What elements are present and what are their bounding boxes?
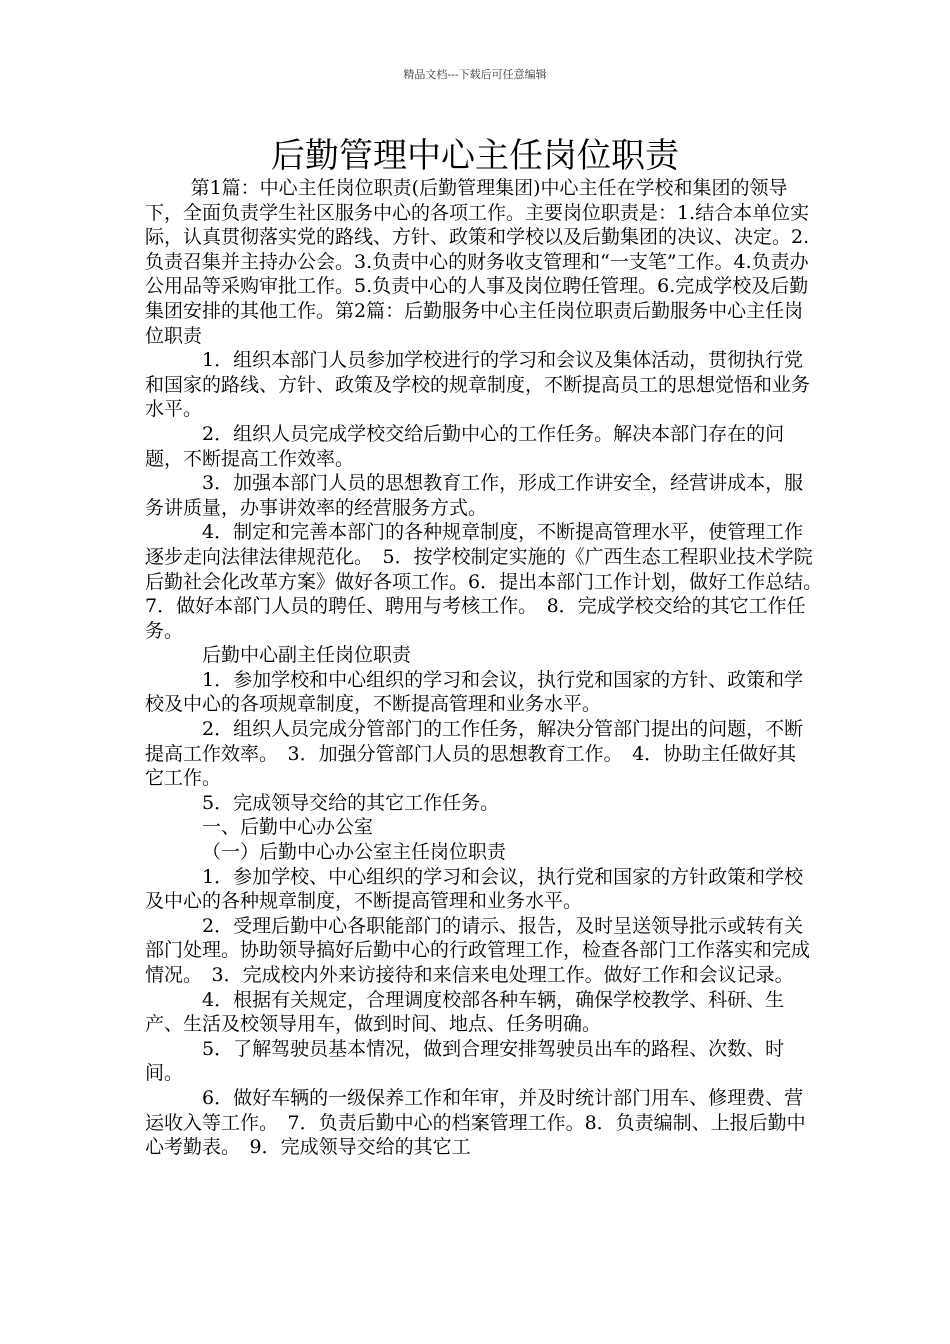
section-heading: （一）后勤中心办公室主任岗位职责 [202,841,507,864]
paragraph: 2．组织人员完成分管部门的工作任务，解决分管部门提出的问题，不断提高工作效率。 3．加强分管部门人员的思想教育工作。 4．协助主任做好其它工作。 [145,718,804,790]
paragraph: 4．根据有关规定，合理调度校部各种车辆，确保学校教学、科研、生产、生活及校领导用车，做到时间、地点、任务明确。 [145,988,785,1036]
section-heading: 一、后勤中心办公室 [202,816,374,839]
paragraph: 3．加强本部门人员的思想教育工作，形成工作讲安全，经营讲成本，服务讲质量，办事讲效率的经营服务方式。 [145,472,804,519]
paragraph: 1．组织本部门人员参加学校进行的学习和会议及集体活动，贯彻执行党和国家的路线、方针、政策及学校的规章制度，不断提高员工的思想觉悟和业务水平。 [145,349,811,421]
paragraph: 1．参加学校和中心组织的学习和会议，执行党和国家的方针、政策和学校及中心的各项规章制度，不断提高管理和业务水平。 [145,668,804,716]
paragraph: 2．受理后勤中心各职能部门的请示、报告，及时呈送领导批示或转有关部门处理。协助领导搞好后勤中心的行政管理工作，检查各部门工作落实和完成情况。 3．完成校内外来访接待和来信来电处理工作。做好工作和会议记录。 [145,914,811,986]
paragraph: 5．了解驾驶员基本情况，做到合理安排驾驶员出车的路程、次数、时间。 [145,1037,785,1085]
paragraph: 5．完成领导交给的其它工作任务。 [202,791,500,814]
page-header: 精品文档---下载后可任意编辑 [403,68,547,81]
section-heading: 后勤中心副主任岗位职责 [202,644,412,667]
paragraph: 6．做好车辆的一级保养工作和年审，并及时统计部门用车、修理费、营运收入等工作。 7．负责后勤中心的档案管理工作。8．负责编制、上报后勤中心考勤表。 9．完成领导交给的其它工 [145,1086,806,1159]
document-title: 后勤管理中心主任岗位职责 [271,136,679,176]
paragraph: 4．制定和完善本部门的各种规章制度，不断提高管理水平，使管理工作逐步走向法律法律规范化。 5．按学校制定实施的《广西生态工程职业技术学院后勤社会化改革方案》做好各项工作。6．提出本部门工作计划，做好工作总结。 7．做好本部门人员的聘任、聘用与考核工作。 8．完成学校交给的其它工作任务。 [145,521,832,642]
paragraph: 第1篇：中心主任岗位职责(后勤管理集团)中心主任在学校和集团的领导下，全面负责学生社区服务中心的各项工作。主要岗位职责是：1.结合本单位实际，认真贯彻落实党的路线、方针、政策和学校以及后勤集团的决议、决定。2.负责召集并主持办公会。3.负责中心的财务收支管理和“一支笔”工作。4.负责办公用品等采购审批工作。5.负责中心的人事及岗位聘任管理。6.完成学校及后勤集团安排的其他工作。第2篇：后勤服务中心主任岗位职责后勤服务中心主任岗位职责 [145,177,810,347]
paragraph: 1．参加学校、中心组织的学习和会议，执行党和国家的方针政策和学校及中心的各种规章制度，不断提高管理和业务水平。 [145,865,804,913]
paragraph: 2．组织人员完成学校交给后勤中心的工作任务。解决本部门存在的问题，不断提高工作效率。 [145,422,785,470]
document-body [145,176,832,1160]
